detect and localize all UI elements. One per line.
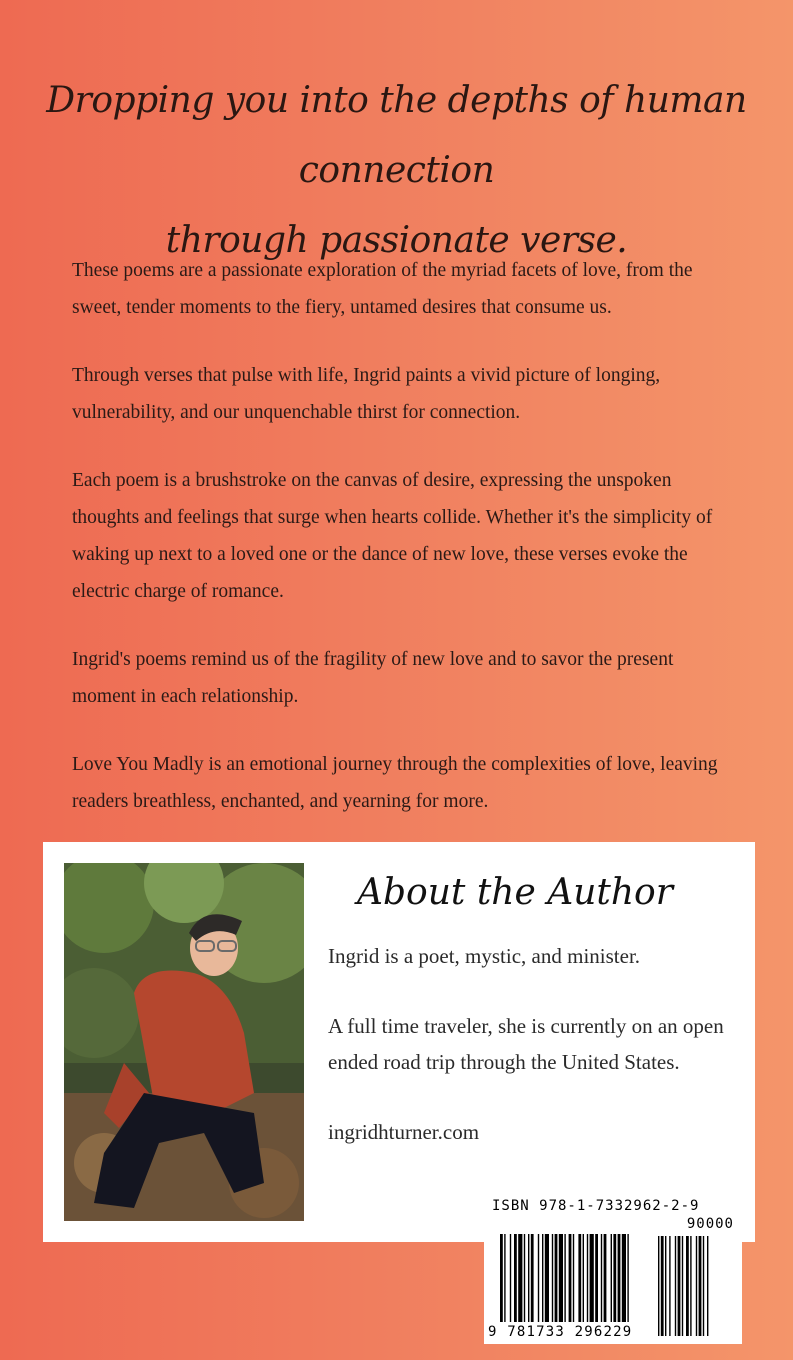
bio-paragraph: A full time traveler, she is currently on an open ended road trip through the United States.	[328, 1014, 724, 1074]
barcode-bar	[564, 1234, 565, 1322]
barcode-bar	[500, 1234, 503, 1322]
description-paragraph: Each poem is a brushstroke on the canvas of desire, expressing the unspoken thoughts and feelings that surge when hearts collide. Whether it's the simplicity of waking up next to a loved one or the dance of new love, these verses evoke the electric charge of romance.	[72, 470, 713, 602]
barcode-bar	[542, 1234, 543, 1322]
addon-bar	[686, 1236, 689, 1336]
about-author-panel	[43, 842, 755, 1242]
barcode-bar	[595, 1234, 598, 1322]
description-paragraph: Love You Madly is an emotional journey through the complexities of love, leaving readers breathless, enchanted, and yearning for more.	[72, 754, 718, 812]
barcode-bar	[622, 1234, 626, 1322]
addon-bar	[690, 1236, 691, 1336]
barcode-bar	[604, 1234, 607, 1322]
price-addon-code: 90000	[686, 1216, 734, 1232]
isbn-barcode	[484, 1196, 742, 1344]
tagline	[0, 66, 793, 276]
barcode-bar	[518, 1234, 522, 1322]
barcode-bar	[555, 1234, 558, 1322]
description-paragraph: Ingrid's poems remind us of the fragility of new love and to savor the present moment in each relationship.	[72, 649, 674, 707]
addon-bar	[669, 1236, 670, 1336]
about-author-title: About the Author	[357, 872, 673, 913]
barcode-bar	[524, 1234, 525, 1322]
description-paragraph: Through verses that pulse with life, Ingrid paints a vivid picture of longing, vulnerability, and our unquenchable thirst for connection.	[72, 365, 661, 423]
barcode-bar	[510, 1234, 511, 1322]
tagline-line-2: through passionate verse.	[165, 220, 628, 261]
description-paragraph: These poems are a passionate exploration of the myriad facets of love, from the sweet, tender moments to the fiery, untamed desires that consume us.	[72, 260, 693, 318]
barcode-bar	[611, 1234, 612, 1322]
barcode-bar	[538, 1234, 539, 1322]
barcode-bar	[559, 1234, 563, 1322]
addon-bar	[678, 1236, 681, 1336]
barcode-bar	[569, 1234, 572, 1322]
ean-digits: 9 781733 296229	[488, 1324, 633, 1340]
barcode-bar	[552, 1234, 553, 1322]
barcode-bar	[573, 1234, 574, 1322]
addon-bar	[707, 1236, 708, 1336]
isbn-text: ISBN 978-1-7332962-2-9	[492, 1198, 700, 1214]
barcode-bar	[587, 1234, 588, 1322]
barcode-bar	[531, 1234, 534, 1322]
barcode-bar	[578, 1234, 581, 1322]
barcode-bar	[613, 1234, 616, 1322]
barcode-bar	[504, 1234, 505, 1322]
addon-bar	[703, 1236, 704, 1336]
barcode-bar	[618, 1234, 621, 1322]
tagline-line-1: Dropping you into the depths of human connection	[46, 80, 747, 191]
addon-bar	[675, 1236, 676, 1336]
barcode-bar	[601, 1234, 602, 1322]
author-website: ingridhturner.com	[328, 1120, 480, 1144]
author-photo	[64, 863, 304, 1221]
addon-bar	[682, 1236, 683, 1336]
book-description	[72, 252, 732, 851]
barcode-bar	[528, 1234, 529, 1322]
barcode-bar	[514, 1234, 517, 1322]
addon-bar	[665, 1236, 666, 1336]
barcode-bar	[583, 1234, 584, 1322]
addon-bar	[696, 1236, 697, 1336]
addon-bar	[699, 1236, 702, 1336]
barcode-bar	[590, 1234, 594, 1322]
addon-bar	[661, 1236, 664, 1336]
barcode-bar	[545, 1234, 549, 1322]
addon-bar	[658, 1236, 659, 1336]
bio-paragraph: Ingrid is a poet, mystic, and minister.	[328, 944, 641, 968]
barcode-bar	[627, 1234, 628, 1322]
author-bio	[328, 938, 738, 1184]
